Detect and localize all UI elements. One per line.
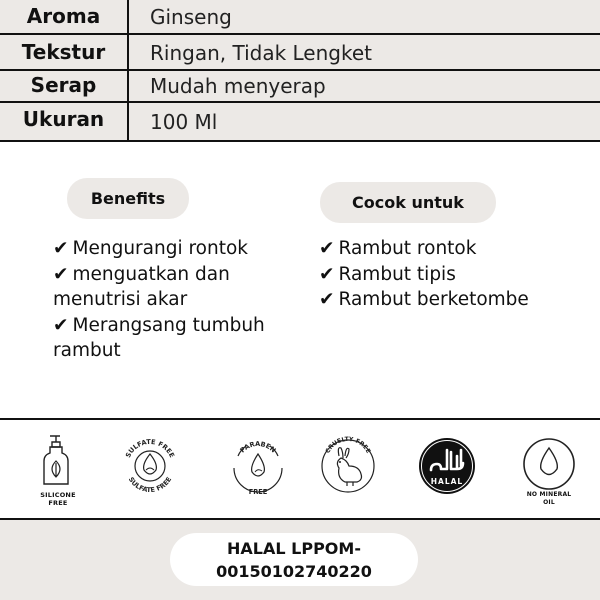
list-item-continued: rambut (53, 340, 121, 361)
svg-text:SULFATE FREE (124, 438, 176, 460)
halal-cert-number: 00150102740220 (216, 562, 372, 581)
check-icon: ✔ (319, 238, 335, 259)
spec-key-serap: Serap (30, 73, 97, 97)
check-icon: ✔ (53, 263, 69, 285)
spec-value-serap: Mudah menyerap (150, 74, 326, 98)
list-item: ✔ menguatkan dan (53, 263, 230, 285)
spec-divider (0, 101, 600, 103)
spec-divider (0, 69, 600, 71)
svg-text:SULFATE FREE (127, 475, 174, 494)
check-icon: ✔ (319, 263, 335, 285)
svg-text:CRUELTY FREE (324, 436, 371, 455)
band-divider (0, 518, 600, 520)
halal-logo-text: HALAL (430, 477, 464, 486)
check-icon: ✔ (53, 238, 69, 259)
spec-value-ukuran: 100 Ml (150, 110, 218, 134)
list-item: ✔ Rambut berketombe (319, 289, 529, 310)
suitable-heading: Cocok untuk (320, 182, 496, 223)
suitable-list (319, 236, 529, 313)
spec-divider (0, 33, 600, 35)
badge-band (0, 420, 600, 518)
no-mineral-oil-icon (521, 436, 577, 492)
cruelty-text: CRUELTY FREE (324, 435, 372, 455)
list-item: ✔ Mengurangi rontok (53, 238, 249, 259)
check-icon: ✔ (319, 289, 335, 310)
mineral-badge-line1: NO MINERAL (526, 491, 572, 498)
spec-key-ukuran: Ukuran (22, 107, 105, 131)
band-divider (0, 418, 600, 420)
paraben-free-text: FREE (248, 488, 268, 496)
spec-value-tekstur: Ringan, Tidak Lengket (150, 41, 373, 65)
spec-table (0, 0, 600, 142)
paraben-text: PARABEN (238, 439, 278, 455)
list-item: ✔ Rambut rontok (319, 238, 477, 259)
list-item-continued: menutrisi akar (53, 289, 188, 310)
spec-key-aroma: Aroma (26, 4, 101, 28)
sulfate-bottom-text: SULFATE FREE (126, 475, 174, 495)
silicone-badge-line2: FREE (48, 499, 68, 507)
silicone-badge-line1: SILICONE (40, 491, 76, 499)
list-item: ✔ Rambut tipis (319, 263, 456, 285)
spec-value-aroma: Ginseng (150, 5, 232, 29)
sulfate-top-text: SULFATE FREE (124, 437, 176, 459)
sulfate-free-badge (118, 434, 182, 498)
spec-column-divider (127, 0, 129, 140)
halal-cert-line1: HALAL LPPOM- (227, 539, 361, 558)
benefits-heading: Benefits (67, 178, 189, 219)
pump-bottle-icon (38, 433, 78, 489)
benefits-list (53, 236, 265, 364)
svg-text:PARABEN (238, 440, 277, 455)
list-item: ✔ Merangsang tumbuh (53, 314, 265, 336)
mineral-badge-line2: OIL (543, 499, 555, 506)
spec-key-tekstur: Tekstur (21, 40, 106, 64)
halal-certificate (170, 533, 418, 586)
cruelty-free-badge (319, 434, 377, 498)
halal-logo (417, 436, 477, 496)
paraben-free-badge (228, 434, 288, 498)
spec-divider (0, 140, 600, 142)
check-icon: ✔ (53, 314, 69, 336)
